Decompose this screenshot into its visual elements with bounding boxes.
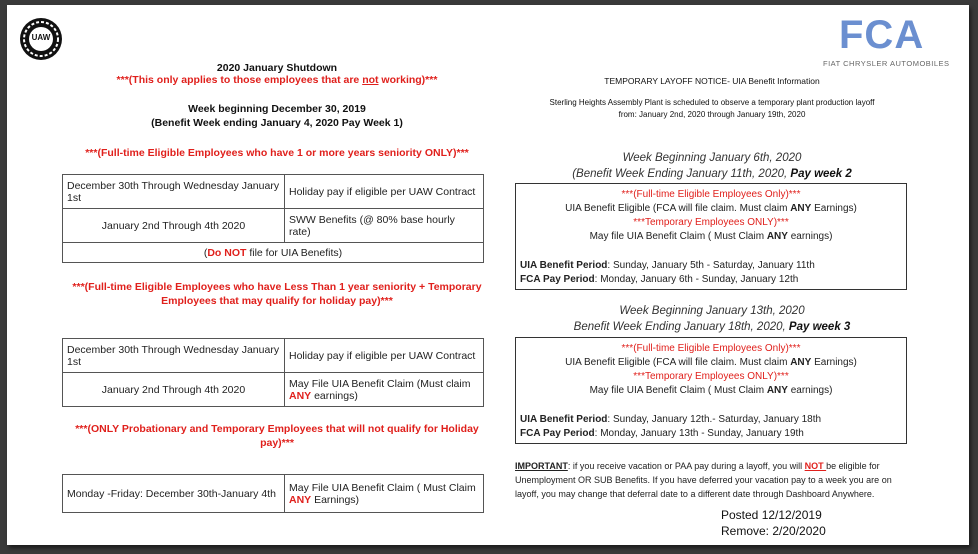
any-label: ANY — [790, 203, 812, 214]
fca-period-value: : Monday, January 6th - Sunday, January 12th — [594, 274, 799, 285]
week2-heading2 — [512, 167, 912, 182]
do-not-file-pre: ( — [203, 246, 208, 259]
week-beginning-line: Week beginning December 30, 2019 — [188, 103, 366, 115]
any-label: ANY — [289, 493, 312, 506]
week2-heading2-text: (Benefit Week Ending January 11th, 2020, — [572, 168, 791, 180]
table-cell: Holiday pay if eligible per UAW Contract — [285, 339, 484, 373]
section3-header-line1: ***(ONLY Probationary and Temporary Employees that will not qualify for Holiday — [75, 423, 479, 435]
uia-benefit-period — [520, 414, 821, 426]
temp-header: ***Temporary Employees ONLY)*** — [633, 217, 789, 228]
uia-claim-pre: May File UIA Benefit Claim (Must claim — [289, 377, 471, 390]
ft-text-post: Earnings) — [811, 203, 857, 214]
important-label: IMPORTANT — [515, 461, 568, 471]
applies-note-end: working)*** — [378, 74, 438, 86]
ft-header: ***(Full-time Eligible Employees Only)*** — [621, 343, 801, 354]
table-cell — [285, 373, 484, 407]
section2-header-line2: Employees that may qualify for holiday pay)*** — [161, 295, 393, 307]
temp-text-pre: May file UIA Benefit Claim ( Must Claim — [589, 385, 767, 396]
shutdown-title: 2020 January Shutdown — [216, 62, 338, 74]
ft-text — [516, 203, 906, 215]
table-cell — [285, 475, 484, 513]
uia-period-label: UIA Benefit Period — [520, 414, 608, 425]
week3-box — [515, 337, 907, 444]
any-label: ANY — [289, 389, 312, 402]
document-page — [7, 5, 969, 545]
table-row — [63, 339, 484, 373]
applies-note-not: not — [362, 74, 379, 86]
table-cell: January 2nd Through 4th 2020 — [63, 209, 285, 243]
any-label: ANY — [766, 231, 788, 242]
table-row — [63, 373, 484, 407]
uaw-logo — [19, 17, 63, 61]
temp-text-pre: May file UIA Benefit Claim ( Must Claim — [589, 231, 767, 242]
table-probationary-employees — [62, 474, 484, 513]
week3-heading2 — [512, 320, 912, 335]
temp-text — [516, 231, 906, 243]
uia-period-value: : Sunday, January 5th - Saturday, January 11th — [607, 260, 815, 271]
table-cell: January 2nd Through 4th 2020 — [63, 373, 285, 407]
ft-text-pre: UIA Benefit Eligible (FCA will file claim. Must claim — [565, 357, 791, 368]
fca-logo — [817, 13, 957, 69]
table-row — [63, 175, 484, 209]
ft-text-post: Earnings) — [811, 357, 857, 368]
fca-period-label: FCA Pay Period — [520, 274, 595, 285]
applies-note-start: ***(This only applies to those employees that are — [116, 74, 363, 86]
table-row — [63, 243, 484, 263]
table-cell — [63, 243, 484, 263]
fca-period-value: : Monday, January 13th - Sunday, January 19th — [594, 428, 804, 439]
uia-period-label: UIA Benefit Period — [520, 260, 608, 271]
table-cell: December 30th Through Wednesday January 1st — [63, 339, 285, 373]
pay-week-label: Pay week 2 — [790, 168, 852, 180]
benefit-week-line: (Benefit Week ending January 4, 2020 Pay Week 1) — [151, 117, 403, 129]
do-not-file-post: file for UIA Benefits) — [246, 246, 343, 259]
table-cell: Monday -Friday: December 30th-January 4th — [63, 475, 285, 513]
ft-text-pre: UIA Benefit Eligible (FCA will file claim. Must claim — [565, 203, 791, 214]
temp-text-post: earnings) — [787, 231, 833, 242]
notice-title: TEMPORARY LAYOFF NOTICE- UIA Benefit Information — [604, 76, 820, 86]
week2-heading1: Week Beginning January 6th, 2020 — [622, 152, 802, 164]
fca-period-label: FCA Pay Period — [520, 428, 595, 439]
fca-logo-text: FCA — [839, 13, 925, 57]
section3-header-line2: pay)*** — [260, 437, 294, 449]
ft-text — [516, 357, 906, 369]
table-cell: December 30th Through Wednesday January 1st — [63, 175, 285, 209]
week3-heading1: Week Beginning January 13th, 2020 — [619, 305, 805, 317]
pay-week-label: Pay week 3 — [788, 321, 851, 333]
important-note — [515, 459, 905, 501]
applies-note — [67, 74, 487, 86]
uia-claim-pre: May File UIA Benefit Claim ( Must Claim — [289, 481, 476, 494]
temp-text-post: earnings) — [787, 385, 833, 396]
do-not-label: Do NOT — [207, 246, 247, 259]
important-text-1: : if you receive vacation or PAA pay during a layoff, you will — [567, 461, 805, 471]
any-label: ANY — [766, 385, 788, 396]
uia-benefit-period — [520, 260, 815, 272]
table-cell: SWW Benefits (@ 80% base hourly rate) — [285, 209, 484, 243]
plant-notice-line2: from: January 2nd, 2020 through January 19th, 2020 — [618, 110, 806, 119]
uaw-logo-text: UAW — [31, 33, 51, 42]
temp-header: ***Temporary Employees ONLY)*** — [633, 371, 789, 382]
section2-header-line1: ***(Full-time Eligible Employees who have Less Than 1 year seniority + Temporary — [72, 281, 482, 293]
fca-logo-subtitle: FIAT CHRYSLER AUTOMOBILES — [823, 59, 950, 68]
ft-header: ***(Full-time Eligible Employees Only)*** — [621, 189, 801, 200]
uia-period-value: : Sunday, January 12th.- Saturday, January 18th — [607, 414, 822, 425]
uia-claim-post: earnings) — [311, 389, 358, 402]
fca-pay-period — [520, 428, 804, 440]
fca-pay-period — [520, 274, 798, 286]
important-not: NOT — [804, 461, 827, 471]
week3-heading2-text: Benefit Week Ending January 18th, 2020, — [573, 321, 789, 333]
table-cell: Holiday pay if eligible per UAW Contract — [285, 175, 484, 209]
table-row — [63, 209, 484, 243]
important-text-2: be eligible for Unemployment OR SUB Benefits. If you have deferred your vacation pay to a week you are on layoff, you may change that deferral date to a different date through Dashboard Anywhere. — [515, 461, 892, 499]
any-label: ANY — [790, 357, 812, 368]
plant-notice-line1: Sterling Heights Assembly Plant is scheduled to observe a temporary plant production layoff — [549, 98, 875, 107]
table-senior-employees — [62, 174, 484, 263]
section1-header: ***(Full-time Eligible Employees who have 1 or more years seniority ONLY)*** — [85, 147, 469, 159]
posted-date: Posted 12/12/2019 — [721, 508, 822, 522]
week2-box — [515, 183, 907, 290]
uia-claim-post: Earnings) — [311, 493, 360, 506]
table-row — [63, 475, 484, 513]
temp-text — [516, 385, 906, 397]
table-junior-temp-employees — [62, 338, 484, 407]
remove-date: Remove: 2/20/2020 — [721, 524, 826, 538]
